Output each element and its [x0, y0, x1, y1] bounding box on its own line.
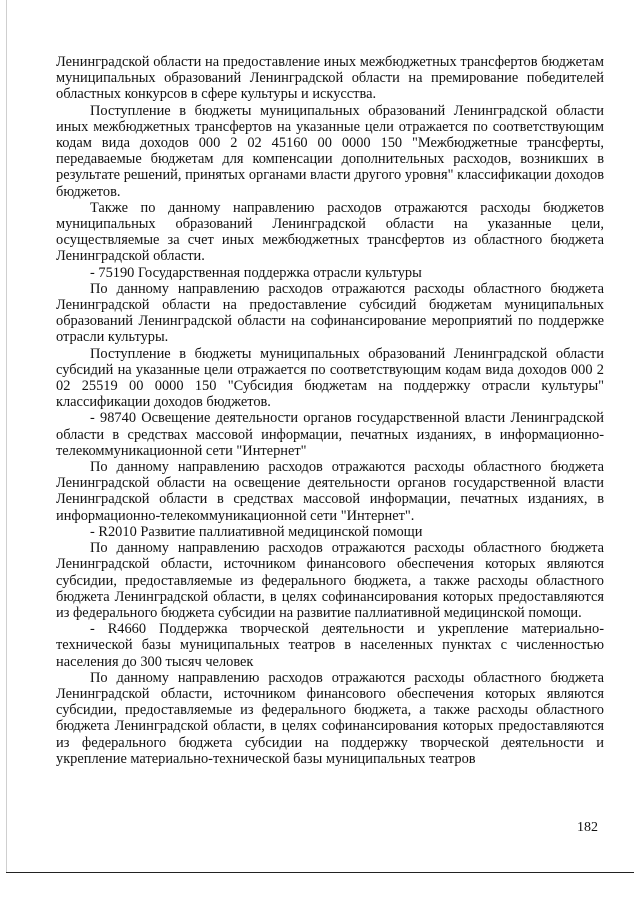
paragraph: По данному направлению расходов отражаются расходы областного бюджета Ленинградской области, источником финансового обеспечения которых являются субсидии, предоставляемые из федерального бюджета, а также расходы областного бюджета Ленинградской области, в целях софинансирования которых предоставляются из федерального бюджета субсидии на развитие паллиативной медицинской помощи.	[56, 540, 604, 621]
paragraph: Поступление в бюджеты муниципальных образований Ленинградской области иных межбюджетных трансфертов на указанные цели отражается по соответствующим кодам вида доходов 000 2 02 45160 00 0000 150 "Межбюджетные трансферты, передаваемые бюджетам для компенсации дополнительных расходов, возникших в результате решений, принятых органами власти другого уровня" классификации доходов бюджетов.	[56, 102, 604, 200]
paragraph: По данному направлению расходов отражаются расходы областного бюджета Ленинградской области на освещение деятельности органов государственной власти Ленинградской области в средствах массовой информации, печатных изданиях, в информационно-телекоммуникационной сети "Интернет".	[56, 459, 604, 524]
paragraph: Поступление в бюджеты муниципальных образований Ленинградской области субсидий на указанные цели отражается по соответствующим кодам вида доходов 000 2 02 25519 00 0000 150 "Субсидия бюджетам на поддержку отрасли культуры" классификации доходов бюджетов.	[56, 345, 604, 411]
page-number: 182	[577, 820, 598, 835]
section-heading: - 98740 Освещение деятельности органов государственной власти Ленинградской области в средствах массовой информации, печатных изданиях, в информационно-телекоммуникационной сети "Интернет"	[56, 410, 604, 459]
section-heading: - 75190 Государственная поддержка отрасли культуры	[90, 264, 422, 281]
paragraph: По данному направлению расходов отражаются расходы областного бюджета Ленинградской области, источником финансового обеспечения которых являются субсидии, предоставляемые из федерального бюджета, а также расходы областного бюджета Ленинградской области, в целях софинансирования которых предоставляются из федерального бюджета субсидии на поддержку творческой деятельности и укрепление материально-технической базы муниципальных театров	[56, 669, 604, 767]
paragraph: Также по данному направлению расходов отражаются расходы бюджетов муниципальных образований Ленинградской области на указанные цели, осуществляемые за счет иных межбюджетных трансфертов из областного бюджета Ленинградской области.	[56, 199, 604, 265]
section-heading: - R2010 Развитие паллиативной медицинской помощи	[90, 523, 423, 540]
paragraph: Ленинградской области на предоставление иных межбюджетных трансфертов бюджетам муниципальных образований Ленинградской области на премирование победителей областных конкурсов в сфере культуры и искусства.	[56, 54, 604, 103]
document-body	[56, 54, 604, 767]
scan-bottom-rule	[6, 872, 634, 873]
paragraph: По данному направлению расходов отражаются расходы областного бюджета Ленинградской области на предоставление субсидий бюджетам муниципальных образований Ленинградской области на софинансирование мероприятий по поддержке отрасли культуры.	[56, 280, 604, 346]
section-heading: - R4660 Поддержка творческой деятельности и укрепление материально-технической базы муниципальных театров в населенных пунктах с численностью населения до 300 тысяч человек	[56, 621, 604, 670]
scan-left-edge	[6, 0, 7, 873]
